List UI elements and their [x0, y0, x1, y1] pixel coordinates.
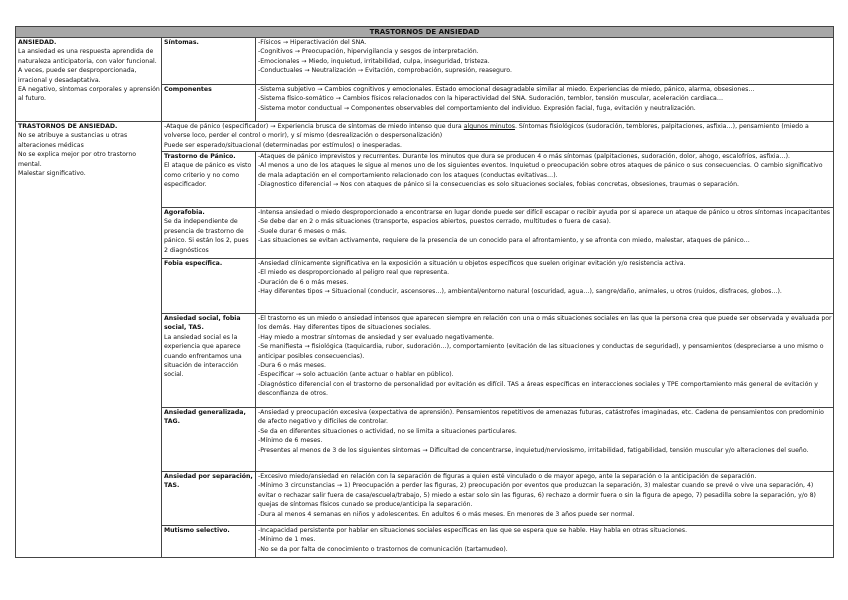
criterion-line: -Ataques de pánico imprevistos y recurrentes. Durante los minutos que dura se producen 4 o más síntomas (palpitaciones, sudoración, dolor, ahogo, escalofríos, asfixia…). [258, 153, 791, 160]
sintomas-line: -Emocionales → Miedo, inquietud, irritabilidad, culpa, inseguridad, tristeza. [258, 57, 490, 65]
disorder-content [256, 526, 834, 558]
criterion-line: -Duración de 6 o más meses. [258, 278, 349, 286]
disorder-name: Ansiedad social, fobia social, TAS. [164, 315, 241, 332]
criterion-line: -Mínimo de 1 mes. [258, 536, 316, 544]
criterion-line: -Presentes al menos de 3 de los siguientes síntomas → Dificultad de concentrarse, inquietud/nerviosismo, irritabilidad, fatigabilidad, tensión muscular y/o alteraciones del sueño. [258, 446, 809, 454]
criterion-line: -Se debe dar en 2 o más situaciones (transporte, espacios abiertos, puestos cerrado, multitudes o fuera de casa). [258, 218, 611, 226]
criterion-line: -Diagnostico diferencial → Nos con ataques de pánico si la consecuencias es solo situaciones sociales, fobias concretas, obsesiones, traumas o separación. [258, 181, 739, 189]
componentes-label: Componentes [162, 85, 256, 122]
disorder-label [162, 408, 256, 472]
panic-text: Puede ser esperado/situacional (determinadas por estímulos) o inesperadas. [164, 141, 402, 149]
ansiedad-heading: ANSIEDAD. [18, 39, 57, 46]
trastornos-heading: TRASTORNOS DE ANSIEDAD. [18, 123, 118, 130]
document-page [15, 26, 833, 558]
criterion-line: -Suele durar 6 meses o más. [258, 227, 347, 235]
anxiety-disorders-table [15, 26, 834, 558]
trastornos-desc: No se atribuye a sustancias u otras alteraciones médicas [18, 132, 128, 149]
criterion-line: -Especificar → solo actuación (ante actuar o hablar en público). [258, 371, 454, 379]
criterion-line: -Incapacidad persistente por hablar en situaciones sociales específicas en las que se espera que se hable. Hay habla en otras situaciones. [258, 527, 688, 534]
disorder-name: Fobia específica. [164, 260, 223, 267]
componentes-line: -Sistema subjetivo → Cambios cognitivos y emocionales. Estado emocional desagradable similar al miedo. Experiencias de miedo, pánico, alarma, obsesiones… [258, 86, 755, 93]
disorder-label [162, 526, 256, 558]
panic-underlined: algunos minutos [463, 123, 515, 130]
disorder-name: Ansiedad generalizada, TAG. [164, 409, 246, 426]
disorder-label [162, 208, 256, 259]
criterion-line: -Excesivo miedo/ansiedad en relación con la separación de figuras a quien esté vinculado o de mayor apego, ante la separación o la anticipación de separación. [258, 473, 757, 480]
disorder-note: La ansiedad social es la experiencia que aparece cuando enfrentamos una situación de interacción social. [164, 333, 242, 379]
sintomas-line: -Conductuales → Neutralización → Evitación, comprobación, supresión, reaseguro. [258, 67, 512, 75]
disorder-label [162, 152, 256, 208]
sintomas-line: -Cognitivos → Preocupación, hipervigilancia y sesgos de interpretación. [258, 48, 479, 56]
criterion-line: -El trastorno es un miedo o ansiedad intensos que aparecen siempre en relación con una o más situaciones sociales en las que la persona crea que puede ser observada y evaluada por los demás. Hay diferentes tipos de situaciones sociales. [258, 315, 832, 332]
trastornos-desc: No se explica mejor por otro trastorno mental. [18, 151, 137, 168]
criterion-line: -Mínimo de 6 meses. [258, 437, 323, 445]
criterion-line: -Dura 6 o más meses. [258, 362, 326, 370]
table-title: TRASTORNOS DE ANSIEDAD [16, 27, 834, 38]
componentes-line: -Sistema motor conductual → Componentes observables del comportamiento del individuo. Expresión facial, fuga, evitación y neutralización. [258, 104, 696, 112]
componentes-content [256, 85, 834, 122]
criterion-line: -Se da en diferentes situaciones o actividad, no se limita a situaciones particulares. [258, 427, 517, 435]
ansiedad-desc: La ansiedad es una respuesta aprendida de naturaleza anticipatoria, con valor funcional. A veces, puede ser desproporcionada, irracional y desadaptativa. [18, 48, 157, 84]
disorder-name: Agorafobia. [164, 209, 205, 216]
criterion-line: -Intensa ansiedad o miedo desproporcionado a encontrarse en lugar donde puede ser difícil escapar o recibir ayuda por si aparece un ataque de pánico u otros síntomas incapacitantes [258, 209, 831, 216]
disorder-note: El ataque de pánico es visto como criterio y no como especificador. [164, 162, 252, 189]
disorder-label [162, 472, 256, 526]
criterion-line: -Al menos a uno de los ataques le sigue al menos uno de los siguientes eventos. Inquietud o preocupación sobre otros ataques de pánico o sus consecuencias. O cambio significativo de mala adaptación en el comportamiento relacionado con los ataques (conductas evitativas…). [258, 162, 823, 179]
criterion-line: -Dura al menos 4 semanas en niños y adolescentes. En adultos 6 o más meses. En menores de 3 años puede ser normal. [258, 510, 635, 518]
disorder-name: Mutismo selectivo. [164, 527, 230, 534]
trastornos-desc: Malestar significativo. [18, 170, 86, 178]
disorder-content [256, 152, 834, 208]
criterion-line: -Hay miedo a mostrar síntomas de ansiedad y ser evaluado negativamente. [258, 333, 495, 341]
disorder-content [256, 259, 834, 314]
criterion-line: -Se manifiesta → fisiológica (taquicardia, rubor, sudoración…), comportamiento (evitación de las situaciones y conductas de seguridad), y pensamientos (despreciarse a uno mismo o anticipar posibles consecuencias). [258, 343, 824, 360]
ansiedad-cell [16, 38, 162, 122]
criterion-line: -Ansiedad y preocupación excesiva (expectativa de aprensión). Pensamientos repetitivos de amenazas futuras, catástrofes imaginadas, etc. Cadena de pensamientos con predominio de afecto negativo y difíciles de controlar. [258, 409, 824, 426]
sintomas-label: Síntomas. [162, 38, 256, 85]
criterion-line: -Hay diferentes tipos → Situacional (conducir, ascensores…), ambiental/entorno natural (oscuridad, agua…), sangre/daño, animales, u otros (ruidos, disfraces, globos…). [258, 288, 782, 296]
ansiedad-desc: EA negativo, síntomas corporales y aprensión al futuro. [18, 86, 160, 103]
criterion-line: -No se da por falta de conocimiento o trastornos de comunicación (tartamudeo). [258, 545, 508, 553]
disorder-note: Se da independiente de presencia de trastorno de pánico. Si están los 2, pues 2 diagnósticos [164, 218, 249, 254]
sintomas-content [256, 38, 834, 85]
disorder-label [162, 259, 256, 314]
criterion-line: -El miedo es desproporcionado al peligro real que representa. [258, 269, 450, 277]
criterion-line: -Mínimo 3 circunstancias → 1) Preocupación a perder las figuras, 2) preocupación por eventos que produzcan la separación, 3) malestar cuando se prevé o vive una separación, 4) evitar o rechazar salir fuera de casa/escuela/trabajo, 5) miedo a estar solo sin las figuras, 6) rechazo a dormir fuera o sin la figura de apego, 7) pesadilla sobre la separación, y/o 8) quejas de síntomas físicos cunado se produce/anticipa la separación. [258, 482, 816, 509]
disorder-content [256, 472, 834, 526]
disorder-name: Ansiedad por separación, TAS. [164, 473, 253, 490]
trastornos-cell [16, 122, 162, 558]
panic-attack-specifier [162, 122, 834, 152]
disorder-content [256, 408, 834, 472]
panic-text: . Síntomas fisiológicos (sudoración, temblores, palpitaciones, asfixia…), pensamiento (miedo a volverse loco, perder el control o morir), y sí mismo (desrealización o despersonalización) [164, 123, 809, 140]
criterion-line: -Ansiedad clínicamente significativa en la exposición a situación u objetos específicos que suelen originar evitación y/o resistencia activa. [258, 260, 686, 267]
disorder-content [256, 208, 834, 259]
disorder-name: Trastorno de Pánico. [164, 153, 236, 160]
panic-text: -Ataque de pánico (especificador) → Experiencia brusca de síntomas de miedo intenso que dura [164, 123, 464, 130]
criterion-line: -Las situaciones se evitan activamente, requiere de la presencia de un conocido para el afrontamiento, y se afronta con miedo, malestar, ataques de pánico… [258, 237, 750, 245]
disorder-content [256, 314, 834, 408]
sintomas-line: -Físicos → Hiperactivación del SNA. [258, 39, 367, 46]
criterion-line: -Diagnóstico diferencial con el trastorno de personalidad por evitación es difícil. TAS a áreas específicas en interacciones sociales y TPE comportamiento más general de evitación y desconfianza de otros. [258, 380, 818, 398]
componentes-line: -Sistema físico-somático → Cambios físicos relacionados con la hiperactividad del SNA. Sudoración, temblor, tensión muscular, aceleración cardiaca… [258, 95, 724, 103]
disorder-label [162, 314, 256, 408]
